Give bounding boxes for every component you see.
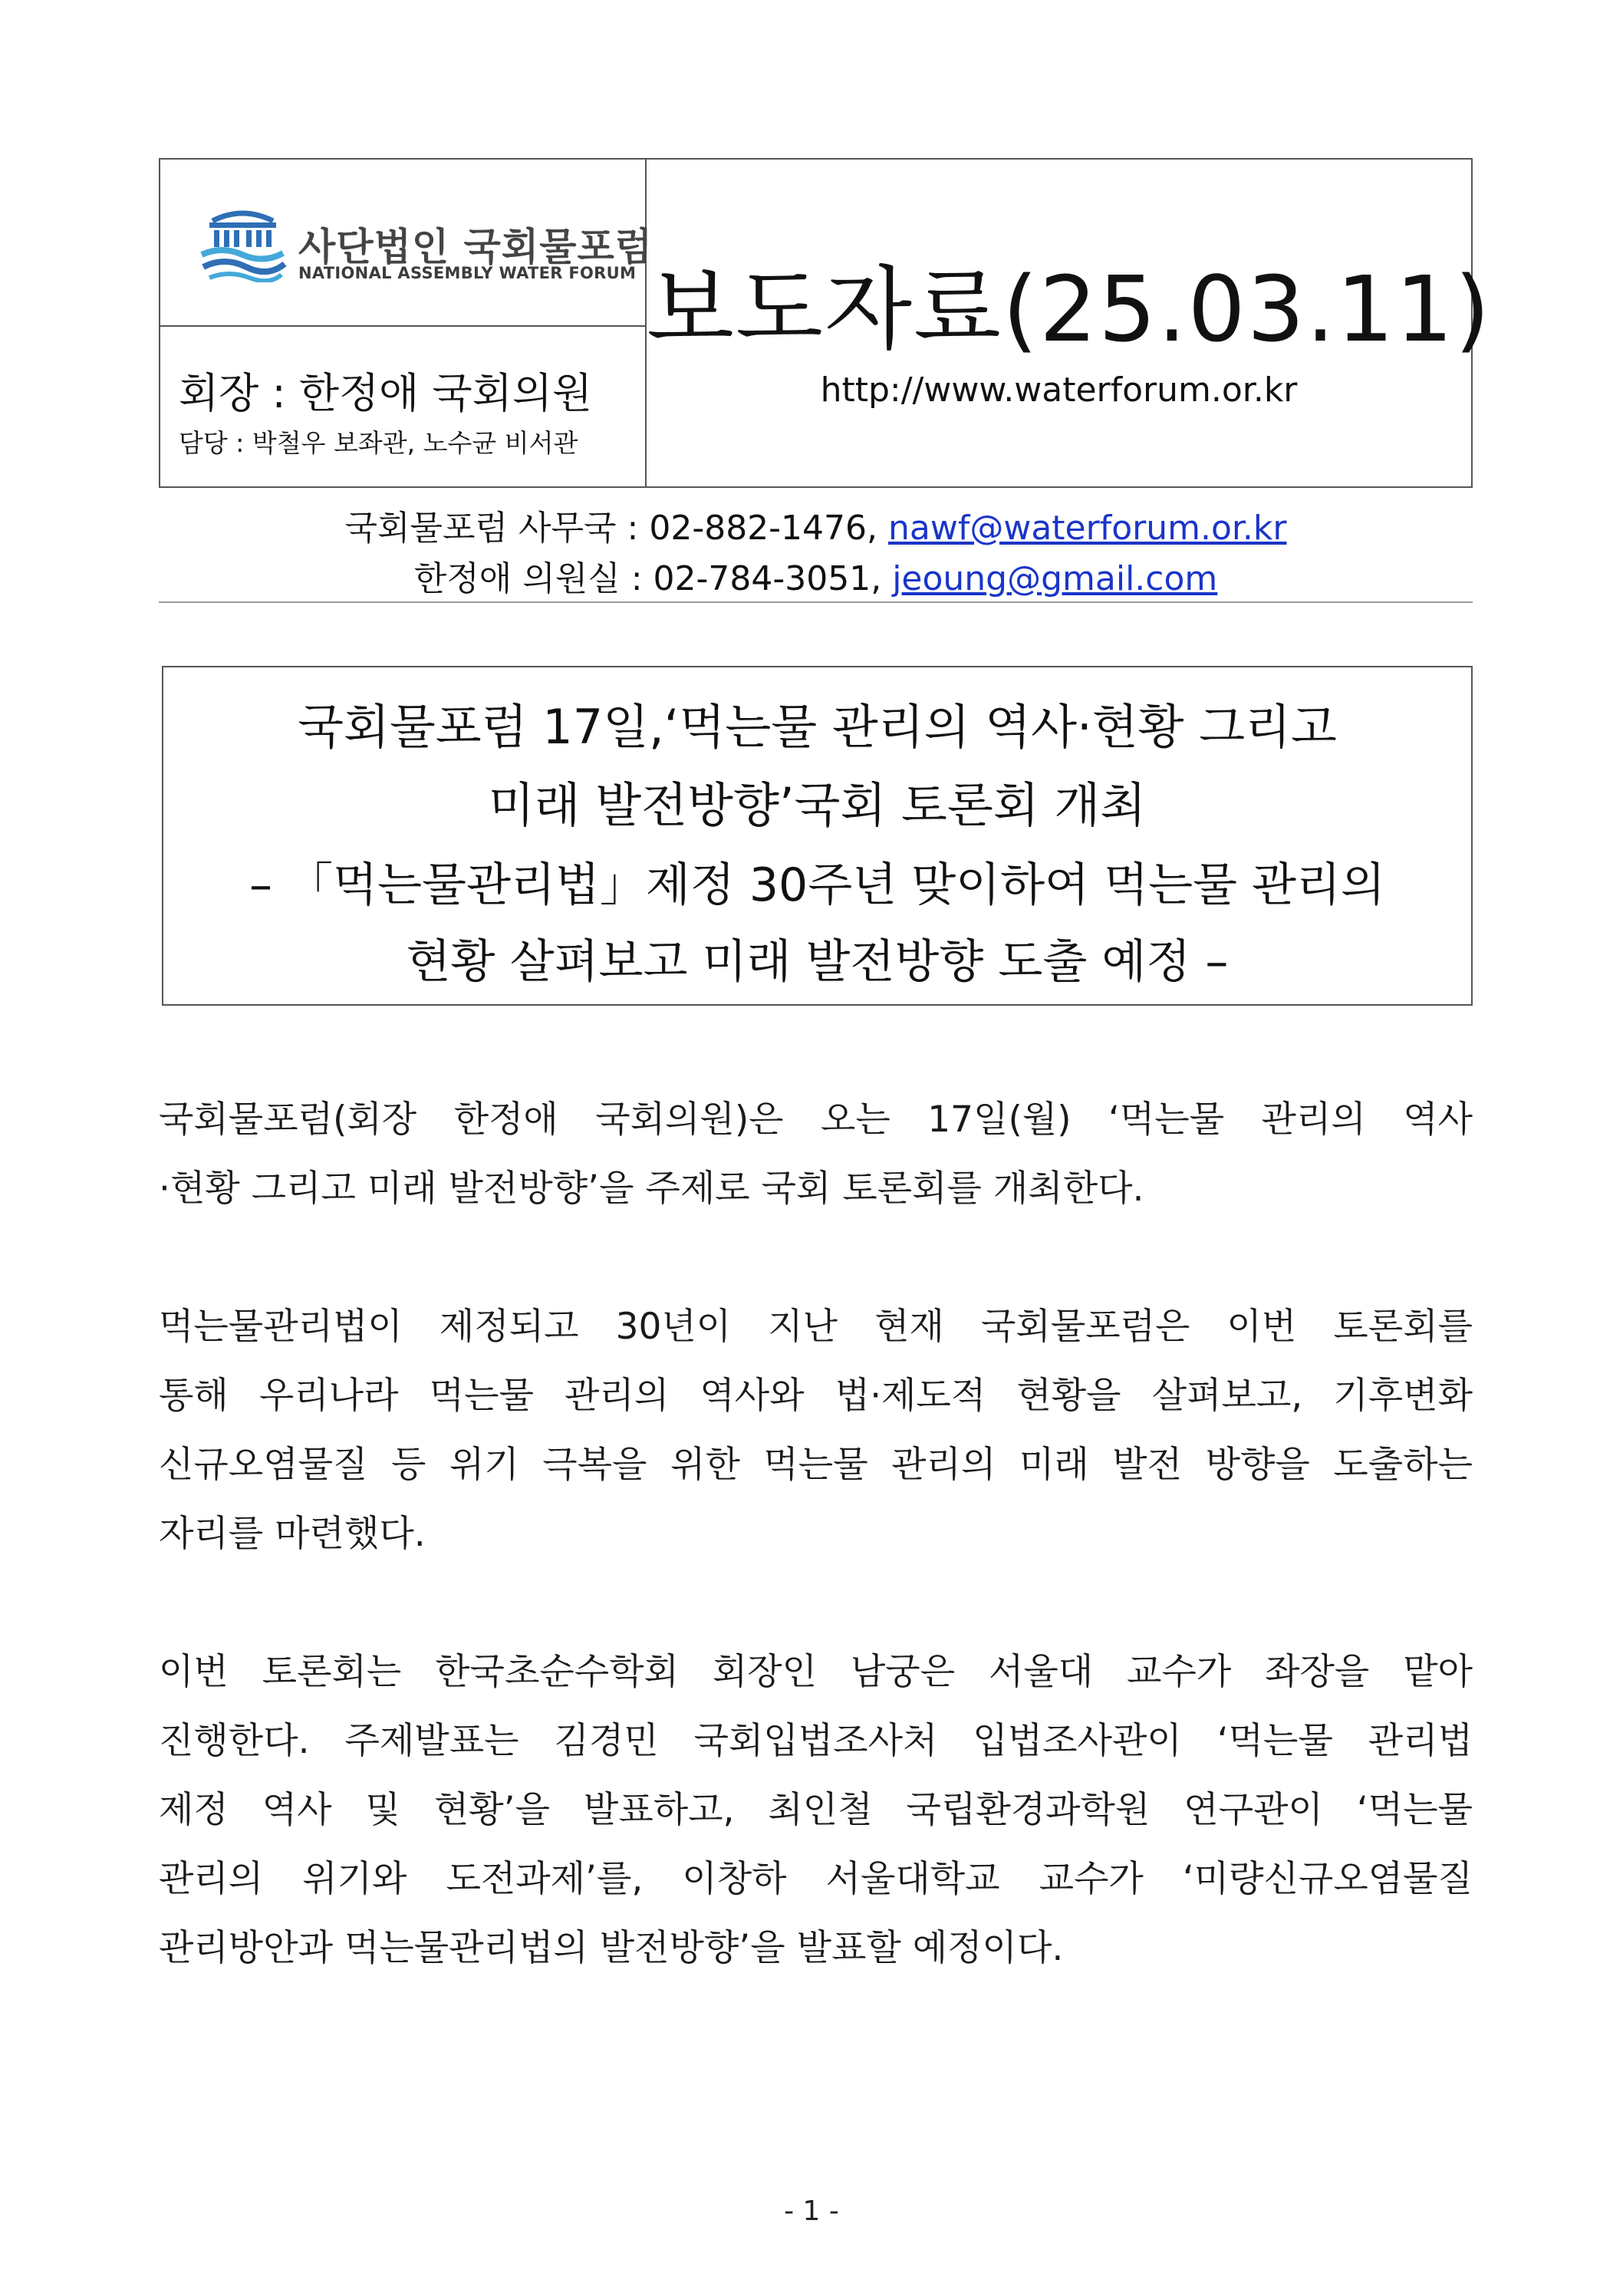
contact-office [159,551,1473,600]
divider [159,601,1473,603]
header-right-column [647,160,1492,486]
contact-secretariat [159,500,1473,549]
paragraph-line: 이번 토론회는 한국초순수학회 회장인 남궁은 서울대 교수가 좌장을 맡아 [159,1651,1473,1693]
body-paragraph [159,1085,1473,1224]
email-link[interactable]: nawf@waterforum.or.kr [888,509,1287,548]
logo-org-name-korean: 사단법인 국회물포럼 [298,225,653,269]
paragraph-line: 자리를 마련했다. [159,1513,426,1555]
paragraph-line: 통해 우리나라 먹는물 관리의 역사와 법·제도적 현황을 살펴보고, 기후변화 [159,1375,1473,1417]
website-url[interactable]: http://www.waterforum.or.kr [820,371,1298,410]
headline-line: 미래 발전방향’국회 토론회 개최 [488,777,1147,833]
paragraph-line: 국회물포럼(회장 한정애 국회의원)은 오는 17일(월) ‘먹는물 관리의 역사 [159,1099,1473,1141]
paragraph-line: 진행한다. 주제발표는 김경민 국회입법조사처 입법조사관이 ‘먹는물 관리법 [159,1720,1473,1762]
subheadline-line: – 「먹는물관리법」제정 30주년 맞이하여 먹는물 관리의 [249,858,1385,912]
paragraph-line: 제정 역사 및 현황’을 발표하고, 최인철 국립환경과학원 연구관이 ‘먹는물 [159,1789,1473,1831]
header-left-column [160,160,653,486]
chair-line: 회장 : 한정애 국회의원 [179,369,593,417]
paragraph-line: 관리방안과 먹는물관리법의 발전방향’을 발표할 예정이다. [159,1927,1064,1969]
staff-line: 담당 : 박철우 보좌관, 노수균 비서관 [179,428,578,458]
water-forum-logo-icon [199,207,287,282]
paragraph-line: 신규오염물질 등 위기 극복을 위한 먹는물 관리의 미래 발전 방향을 도출하는 [159,1444,1473,1486]
header-box [159,158,1492,488]
press-release-title: 보도자료(25.03.11) [647,256,1492,362]
body-paragraph [159,1638,1473,1983]
body-paragraph [159,1293,1473,1569]
paragraph-line: ·현황 그리고 미래 발전방향’을 주제로 국회 토론회를 개최한다. [159,1168,1144,1210]
logo-cell [160,160,653,327]
page-number: - 1 - [784,2196,839,2227]
email-link[interactable]: jeoung@gmail.com [892,559,1218,598]
paragraph-line: 관리의 위기와 도전과제’를, 이창하 서울대학교 교수가 ‘미량신규오염물질 [159,1858,1473,1900]
subheadline-line: 현황 살펴보고 미래 발전방향 도출 예정 – [406,935,1229,989]
paragraph-line: 먹는물관리법이 제정되고 30년이 지난 현재 국회물포럼은 이번 토론회를 [159,1306,1473,1348]
contact-label: 국회물포럼 사무국 : 02-882-1476, [344,509,889,548]
contact-label: 한정애 의원실 : 02-784-3051, [413,559,893,598]
headline-line: 국회물포럼 17일,‘먹는물 관리의 역사·현황 그리고 [298,699,1337,755]
headline-box [162,666,1473,1006]
logo-org-name-english: NATIONAL ASSEMBLY WATER FORUM [298,264,637,282]
